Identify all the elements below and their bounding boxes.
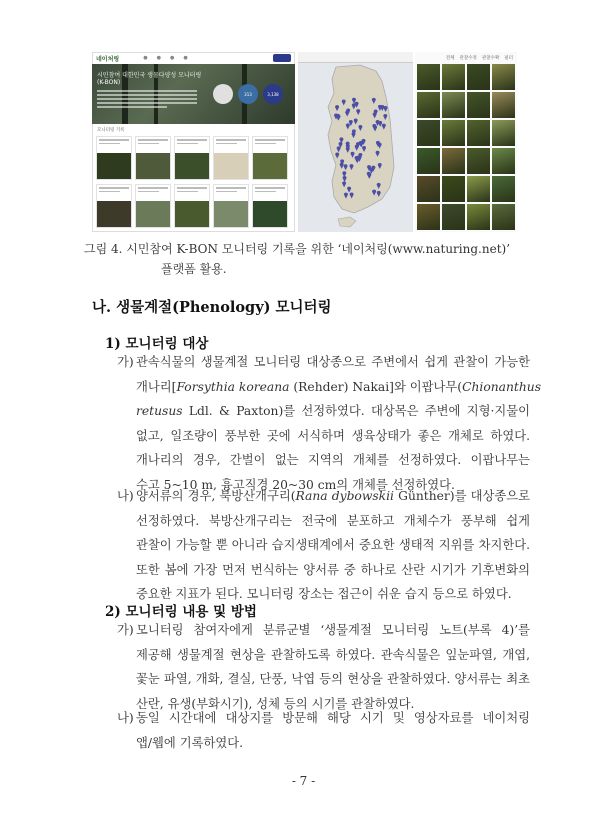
gallery-photo-tile — [417, 148, 440, 174]
gallery-photo-tile — [442, 148, 465, 174]
text-line: 앱/웹에 기록하였다. — [136, 735, 243, 750]
site-nav — [143, 55, 188, 61]
text-line: 모니터링 참여자에게 분류군별 ‘생물계절 모니터링 노트(부록 4)’를 — [136, 623, 530, 637]
gallery-photo-tile — [417, 64, 440, 90]
caption-line: 플랫폼 활용. — [161, 262, 227, 276]
gallery-photo-grid — [415, 64, 517, 230]
gallery-photo-tile — [442, 204, 465, 230]
record-card — [213, 136, 249, 180]
subsection-heading: 1) 모니터링 대상 — [105, 336, 209, 352]
hero-title: 시민참여 대한민국 생물다양성 모니터링 — [97, 72, 202, 79]
gallery-tab: 관찰수정 — [459, 56, 477, 61]
text-line: 꽃눈 파열, 개화, 결실, 단풍, 낙엽 등의 현상을 관찰하였다. 양서류는 최초 — [136, 672, 530, 686]
record-card — [96, 136, 132, 180]
site-join-button — [273, 54, 291, 62]
korea-map-svg — [298, 63, 413, 232]
text-line-italic-mixed: 개나리[Forsythia koreana (Rehder) Nakai]와 이팝나무(Chionanthus — [136, 379, 542, 394]
page-number: - 7 - — [291, 774, 316, 788]
paragraph-body — [117, 350, 542, 497]
text-line: 관속식물의 생물계절 모니터링 대상종으로 주변에서 쉽게 관찰이 가능한 — [136, 355, 530, 369]
caption-line: 그림 4. 시민참여 K-BON 모니터링 기록을 위한 ‘네이처링(www.naturing.net)’ — [84, 242, 511, 256]
text-line: 동일 시간대에 대상지를 방문해 해당 시기 및 영상자료를 네이처링 — [136, 711, 530, 725]
site-nav-dot: ● — [169, 55, 175, 61]
gallery-photo-tile — [492, 148, 515, 174]
gallery-photo-tile — [417, 176, 440, 202]
site-nav-dot: ● — [183, 55, 188, 61]
site-hero-banner — [92, 64, 295, 124]
gallery-photo-tile — [442, 176, 465, 202]
gallery-tab: 관찰수확 — [481, 56, 500, 61]
gallery-photo-tile — [467, 64, 490, 90]
gallery-photo-tile — [467, 120, 490, 146]
item-label: 가) — [117, 623, 134, 637]
text-line: 중요한 지표가 된다. 모니터링 장소는 접근이 쉬운 습지 등으로 하였다. — [136, 587, 512, 601]
gallery-tab: 전체 — [445, 56, 455, 61]
gallery-photo-tile — [417, 120, 440, 146]
gallery-photo-tile — [467, 204, 490, 230]
text-line: 없고, 일조량이 풍부한 곳에 서식하며 생육상태가 좋은 개체로 하였다. — [136, 428, 530, 443]
text-line: 또한 봄에 가장 먼저 번식하는 양서류 중 하나로 산란 시기가 기후변화의 — [136, 562, 530, 577]
record-card — [174, 136, 210, 180]
paragraph-item — [117, 350, 542, 497]
paragraph-item — [117, 618, 530, 716]
item-label: 나) — [117, 711, 134, 725]
figure-screenshot-collage — [92, 52, 517, 232]
gallery-photo-tile — [442, 92, 465, 118]
hero-subtitle: (K-BON) — [97, 79, 121, 86]
text-line: 개나리의 경우, 간벌이 없는 지역의 개체를 선정하였다. 이팝나무는 — [136, 453, 530, 467]
paragraph-item — [117, 706, 530, 755]
hero-stat-circle — [213, 84, 233, 104]
record-card — [252, 136, 288, 180]
record-card — [135, 136, 171, 180]
site-record-cards — [92, 134, 295, 230]
figure-caption — [84, 239, 544, 279]
text-line-italic-mixed: 양서류의 경우, 북방산개구리(Rana dybowskii Günther)를 대상종으로 — [136, 489, 530, 503]
site-header — [92, 52, 295, 64]
gallery-photo-tile — [467, 176, 490, 202]
site-nav-dot: ● — [156, 55, 161, 61]
subsection-heading: 2) 모니터링 내용 및 방법 — [105, 604, 257, 620]
text-line: 선정하였다. 북방산개구리는 전국에 분포하고 개체수가 풍부해 쉽게 — [136, 513, 530, 528]
gallery-tab: 필터 — [504, 56, 513, 61]
paragraph-body — [117, 706, 530, 755]
section-heading: 나. 생물계절(Phenology) 모니터링 — [92, 299, 332, 316]
hero-description-lines — [97, 90, 197, 110]
text-line-italic-mixed: retusus Ldl. & Paxton)를 선정하였다. 대상목은 주변에 지형·지물이 — [136, 404, 530, 418]
item-label: 나) — [117, 489, 134, 503]
naturing-site-screenshot — [92, 52, 295, 232]
gallery-photo-tile — [492, 64, 515, 90]
site-nav-dot: ● — [143, 55, 148, 61]
text-line: 산란, 유생(부화시기), 성체 등의 시기를 관찰하였다. — [136, 696, 415, 711]
record-card — [174, 184, 210, 228]
map-toolbar — [298, 52, 413, 63]
paragraph-body — [117, 484, 530, 607]
record-card — [252, 184, 288, 228]
text-line: 제공해 생물계절 현상을 관찰하도록 하였다. 관속식물은 잎눈파열, 개엽, — [136, 647, 530, 662]
paragraph-item — [117, 484, 530, 607]
gallery-photo-tile — [467, 92, 490, 118]
record-card — [135, 184, 171, 228]
gallery-photo-tile — [492, 92, 515, 118]
photo-gallery-screenshot — [415, 52, 517, 232]
gallery-photo-tile — [417, 92, 440, 118]
gallery-photo-tile — [442, 120, 465, 146]
text-line: 관찰이 가능할 뿐 아니라 습지생태계에서 중요한 생태적 지위를 차지한다. — [136, 538, 530, 552]
hero-stat-circle: 3,138 — [263, 84, 283, 104]
site-section-label: 모니터링 기록 — [97, 128, 125, 133]
paragraph-body — [117, 618, 530, 716]
gallery-photo-tile — [492, 204, 515, 230]
gallery-photo-tile — [442, 64, 465, 90]
gallery-photo-tile — [492, 176, 515, 202]
gallery-photo-tile — [417, 204, 440, 230]
korea-map-screenshot — [298, 52, 413, 232]
gallery-photo-tile — [492, 120, 515, 146]
item-label: 가) — [117, 355, 134, 369]
record-card — [213, 184, 249, 228]
gallery-tabs — [415, 52, 517, 64]
text-line: 수고 5~10 m, 흉고직경 20~30 cm의 개체를 선정하였다. — [136, 477, 455, 492]
gallery-photo-tile — [467, 148, 490, 174]
hero-stat-circle: 313 — [238, 84, 258, 104]
site-logo: 네이처링 — [96, 55, 120, 63]
record-card — [96, 184, 132, 228]
